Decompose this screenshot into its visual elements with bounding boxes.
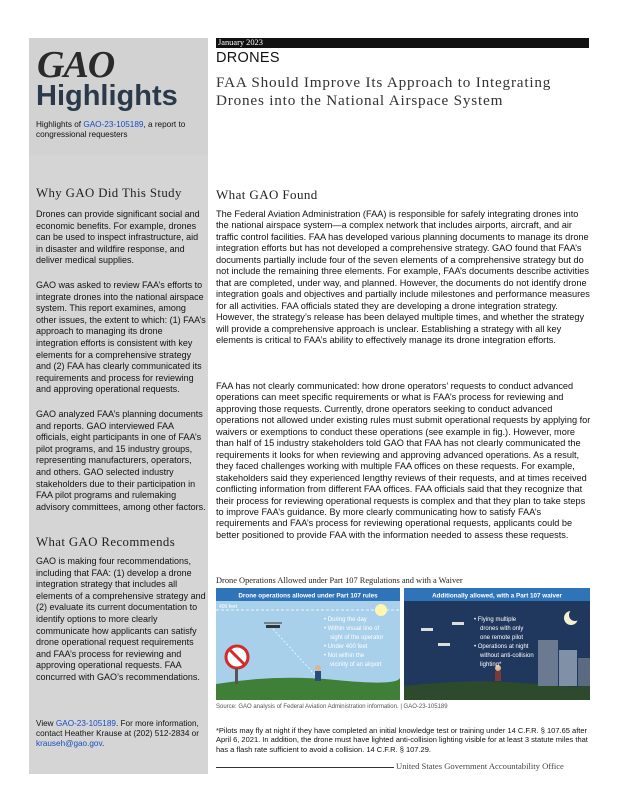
drone-operations-figure (216, 588, 590, 700)
gao-logo: GAO (37, 44, 115, 86)
contact-email-link[interactable]: krauseh@gao.gov (36, 739, 102, 749)
contact-report-link[interactable]: GAO-23-105189 (55, 719, 116, 728)
report-reference (36, 120, 204, 140)
report-ref-suffix: , a report to congressional requesters (36, 120, 186, 139)
left-bullet-text: vicinity of an airport (330, 662, 382, 668)
contact-text: . For more information, contact Heather Krause at (202) 512-2834 or (36, 719, 199, 739)
footer-rule (216, 767, 394, 768)
operator-icon (315, 665, 321, 681)
right-bullet-text: • Flying multiple (474, 617, 517, 623)
study-paragraph-1: Drones can provide significant social and economic benefits. For example, drones can be used to inspect infrastructure, aid in disaster and wildfire response, and deliver medical supplies. (36, 209, 200, 266)
found-paragraph-1: The Federal Aviation Administration (FAA) is responsible for safely integrating drones into the national airspace system—a complex network that includes airports, aircraft, and air traffic control facilities. FAA has developed various planning documents to manage its drone integration efforts but has not developed a comprehensive strategy. GAO found that FAA’s documents partially include four of the seven elements of a comprehensive strategy but do not include the remaining three elements. For example, FAA’s documents describe activities that are completed, under way, and planned. However, the documents do not identify drone integration goals and objectives and partially include milestones and performance measures for all activities. FAA officials stated they are developing a drone integration strategy. However, the strategy’s release has been delayed multiple times, and whether the strategy will provide a comprehensive approach is unclear. Establishing a strategy with all key elements is critical to FAA’s ability to effectively manage its drone integration efforts. (216, 209, 590, 345)
contact-info (36, 719, 206, 750)
right-panel-heading: Additionally allowed, with a Part 107 waiver (432, 592, 562, 600)
altitude-label: 400 feet (219, 604, 238, 610)
report-topic: DRONES (216, 50, 280, 66)
found-paragraph-2: FAA has not clearly communicated: how drone operators’ requests to conduct advanced operations can meet specific requirements or what is FAA’s process for reviewing and approving those requests. Currently, drone operators seeking to conduct advanced operations not allowed under existing rules must submit operational requests by applying for waivers or exemptions to conduct these operations (see example in fig.). However, more than half of 15 industry stakeholders told GAO that FAA has not clearly communicated the requirements it looks for when reviewing and approving advanced operations. As a result, they faced challenges working with multiple FAA offices on these requests. For example, stakeholders said they experienced lengthy reviews of their requests, and at times received conflicting information from different FAA offices. FAA officials said that they recognize that their process for reviewing operational requests is complex and that they plan to take steps to improve FAA’s guidance. By more clearly communicating how to satisfy FAA’s requirements and FAA’s process for reviewing operational requests, applicants could be better positioned to provide FAA with the information needed to assess these requests. (216, 381, 591, 540)
right-bullet-text: • Operations at night (474, 644, 529, 650)
left-panel-heading: Drone operations allowed under Part 107 rules (238, 592, 378, 600)
report-ref-prefix: Highlights of (36, 120, 84, 129)
report-date: January 2023 (218, 38, 263, 47)
right-bullet-text: without anti-collision (480, 653, 534, 659)
left-bullet-text: • Not within the (324, 653, 365, 659)
right-bullet-text: drones with only (480, 626, 524, 632)
date-bar (216, 38, 589, 48)
left-bullet-text: • Within visual line of (324, 626, 380, 632)
right-bullet-text: lighting* (480, 662, 502, 668)
footer-agency: United States Government Accountability Office (396, 761, 564, 771)
what-found-heading: What GAO Found (216, 187, 318, 202)
highlights-title: Highlights (36, 80, 178, 112)
figure-source: Source: GAO analysis of Federal Aviation Administration information. | GAO-23-105189 (216, 704, 448, 710)
figure-footnote: *Pilots may fly at night if they have completed an initial knowledge test or training under 14 C.F.R. § 107.65 after April 6, 2021. In addition, the drone must have lighted anti-collision lighting visible for at least 3 statute miles that has a flash rate sufficient to avoid a collision. 14 C.F.R. § 107.29. (216, 726, 588, 754)
why-study-heading: Why GAO Did This Study (36, 186, 182, 200)
report-link[interactable]: GAO-23-105189 (83, 120, 144, 129)
report-title: FAA Should Improve Its Approach to Integrating Drones into the National Airspace System (216, 74, 552, 109)
figure-title: Drone Operations Allowed under Part 107 Regulations and with a Waiver (216, 576, 463, 585)
study-paragraph-2: GAO was asked to review FAA’s efforts to integrate drones into the national airspace system. This report examines, among other issues, the extent to which: (1) FAA’s approach to managing its drone integration efforts is consistent with key elements for a comprehensive strategy and (2) FAA has clearly communicated its requirements and process for reviewing and approving operational requests. (36, 280, 206, 395)
contact-prefix: View (36, 719, 56, 728)
recommends-paragraph: GAO is making four recommendations, including that FAA: (1) develop a drone integration strategy that includes all elements of a comprehensive strategy and (2) evaluate its current documentation to identify options to more clearly communicate how applicants can satisfy drone operational request requirements and FAA’s process for reviewing and approving operational requests. FAA concurred with GAO’s recommendations. (36, 556, 206, 682)
left-bullet-text: • During the day (324, 617, 367, 623)
sun-icon (375, 604, 387, 616)
study-paragraph-3: GAO analyzed FAA’s planning documents and reports. GAO interviewed FAA officials, eight participants in one of FAA’s pilot programs, and 15 industry groups, representing manufacturers, operators, and others. GAO selected industry stakeholders due to their participation in FAA pilot programs and rulemaking advisory committees, among other factors. (36, 409, 206, 512)
panel-divider (400, 588, 404, 700)
recommends-heading: What GAO Recommends (36, 535, 176, 549)
left-bullet-text: • Under 400 feet (324, 644, 368, 650)
left-bullet-text: sight of the operator (330, 635, 384, 641)
contact-end: . (101, 739, 105, 749)
right-bullet-text: one remote pilot (480, 635, 524, 641)
sign-post (235, 668, 238, 684)
